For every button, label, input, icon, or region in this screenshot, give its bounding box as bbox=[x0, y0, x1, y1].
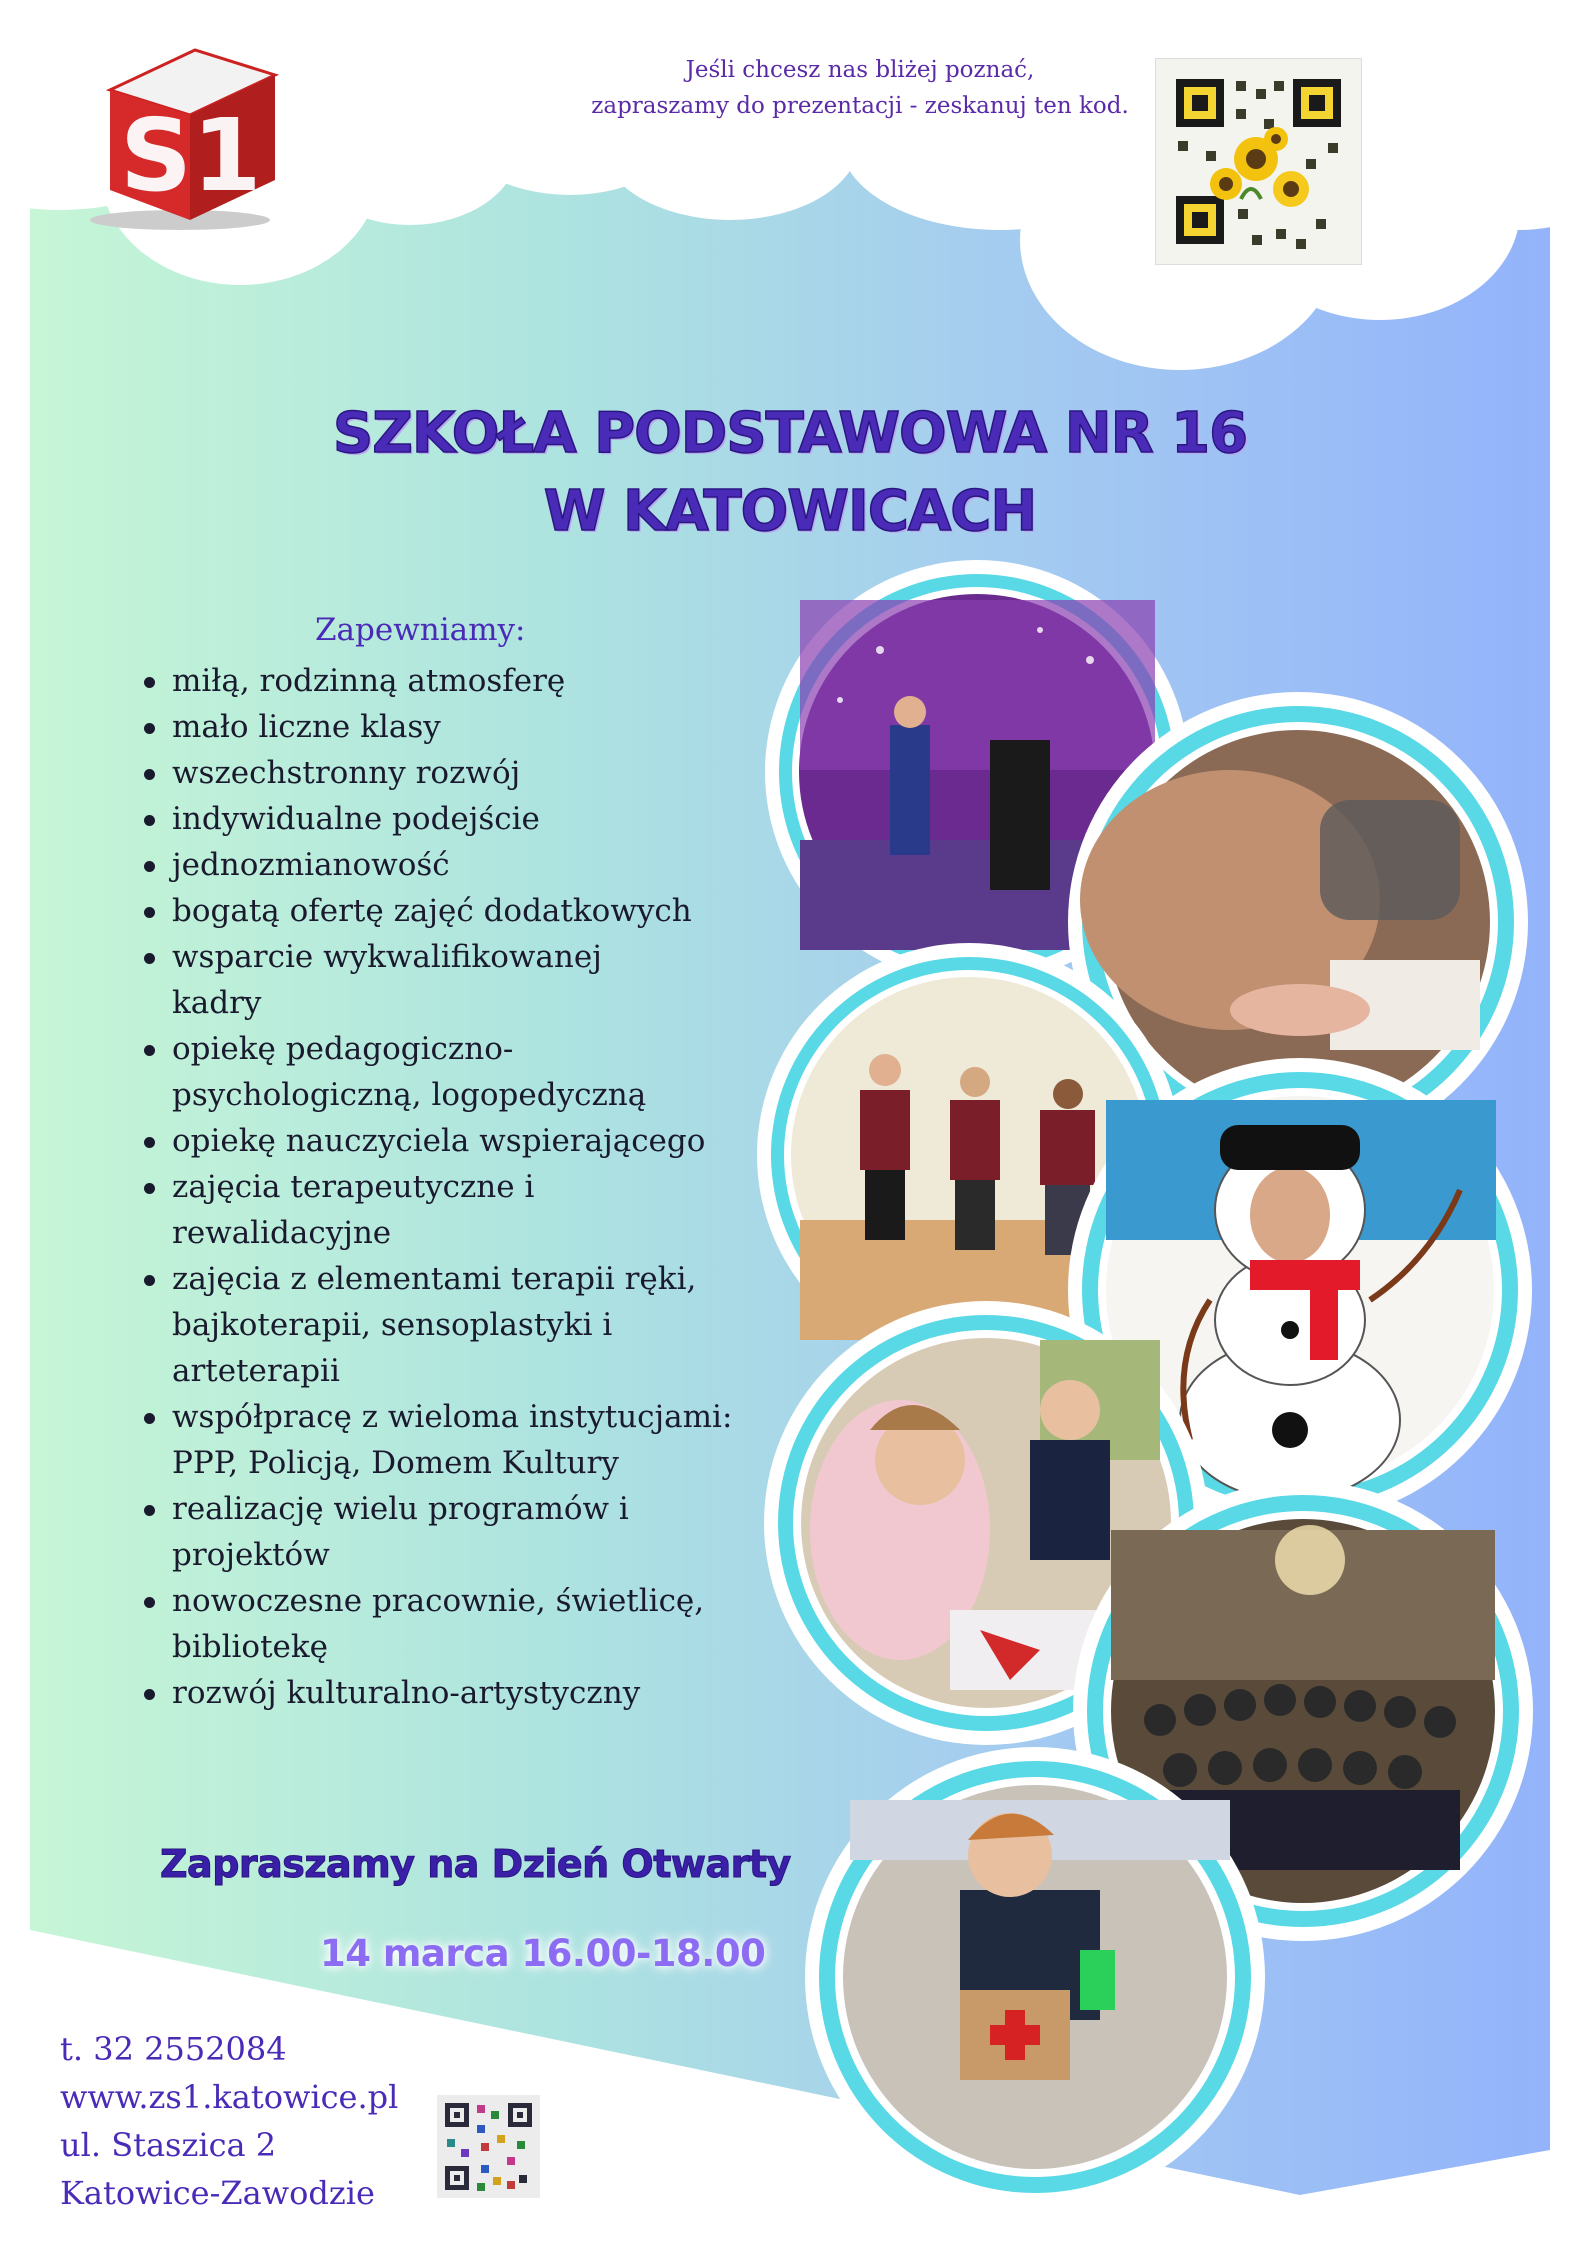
features-list bbox=[140, 658, 780, 1716]
feature-item: indywidualne podejście bbox=[140, 796, 780, 842]
feature-item: jednozmianowość bbox=[140, 842, 780, 888]
feature-item: mało liczne klasy bbox=[140, 704, 780, 750]
feature-item: współpracę z wieloma instytucjami: PPP, Policją, Domem Kultury bbox=[140, 1394, 772, 1486]
title-line1: SZKOŁA PODSTAWOWA NR 16 bbox=[332, 401, 1248, 466]
feature-item: miłą, rodzinną atmosferę bbox=[140, 658, 780, 704]
feature-item: rozwój kulturalno-artystyczny bbox=[140, 1670, 780, 1716]
feature-item: wsparcie wykwalifikowanej kadry bbox=[140, 934, 692, 1026]
contact-phone[interactable]: t. 32 2552084 bbox=[60, 2030, 287, 2068]
feature-item: opiekę nauczyciela wspierającego bbox=[140, 1118, 780, 1164]
feature-item: realizację wielu programów i projektów bbox=[140, 1486, 692, 1578]
feature-item: opiekę pedagogiczno-psychologiczną, logopedyczną bbox=[140, 1026, 732, 1118]
contact-info bbox=[60, 2025, 398, 2217]
photo-first-aid[interactable] bbox=[805, 1747, 1265, 2207]
logo-letters: S1 bbox=[120, 97, 262, 214]
open-day-date: 14 marca 16.00-18.00 bbox=[320, 1932, 766, 1975]
title-line2: W KATOWICACH bbox=[543, 479, 1037, 544]
contact-city: Katowice-Zawodzie bbox=[60, 2174, 375, 2212]
feature-item: bogatą ofertę zajęć dodatkowych bbox=[140, 888, 780, 934]
features-intro: Zapewniamy: bbox=[315, 612, 526, 648]
qr-caption-line1: Jeśli chcesz nas bliżej poznać, bbox=[685, 57, 1035, 83]
school-title bbox=[250, 395, 1330, 551]
qr-caption bbox=[560, 52, 1160, 124]
contact-website[interactable]: www.zs1.katowice.pl bbox=[60, 2078, 399, 2116]
school-logo[interactable] bbox=[80, 30, 310, 240]
website-qr-code[interactable] bbox=[437, 2095, 540, 2198]
feature-item: nowoczesne pracownie, świetlicę, bibliotekę bbox=[140, 1578, 732, 1670]
presentation-qr-code[interactable] bbox=[1155, 58, 1362, 265]
open-day-heading: Zapraszamy na Dzień Otwarty bbox=[160, 1842, 791, 1886]
qr-caption-line2: zapraszamy do prezentacji - zeskanuj ten kod. bbox=[591, 93, 1129, 119]
feature-item: zajęcia terapeutyczne i rewalidacyjne bbox=[140, 1164, 612, 1256]
contact-street: ul. Staszica 2 bbox=[60, 2126, 277, 2164]
feature-item: wszechstronny rozwój bbox=[140, 750, 780, 796]
feature-item: zajęcia z elementami terapii ręki, bajkoterapii, sensoplastyki i arteterapii bbox=[140, 1256, 752, 1394]
